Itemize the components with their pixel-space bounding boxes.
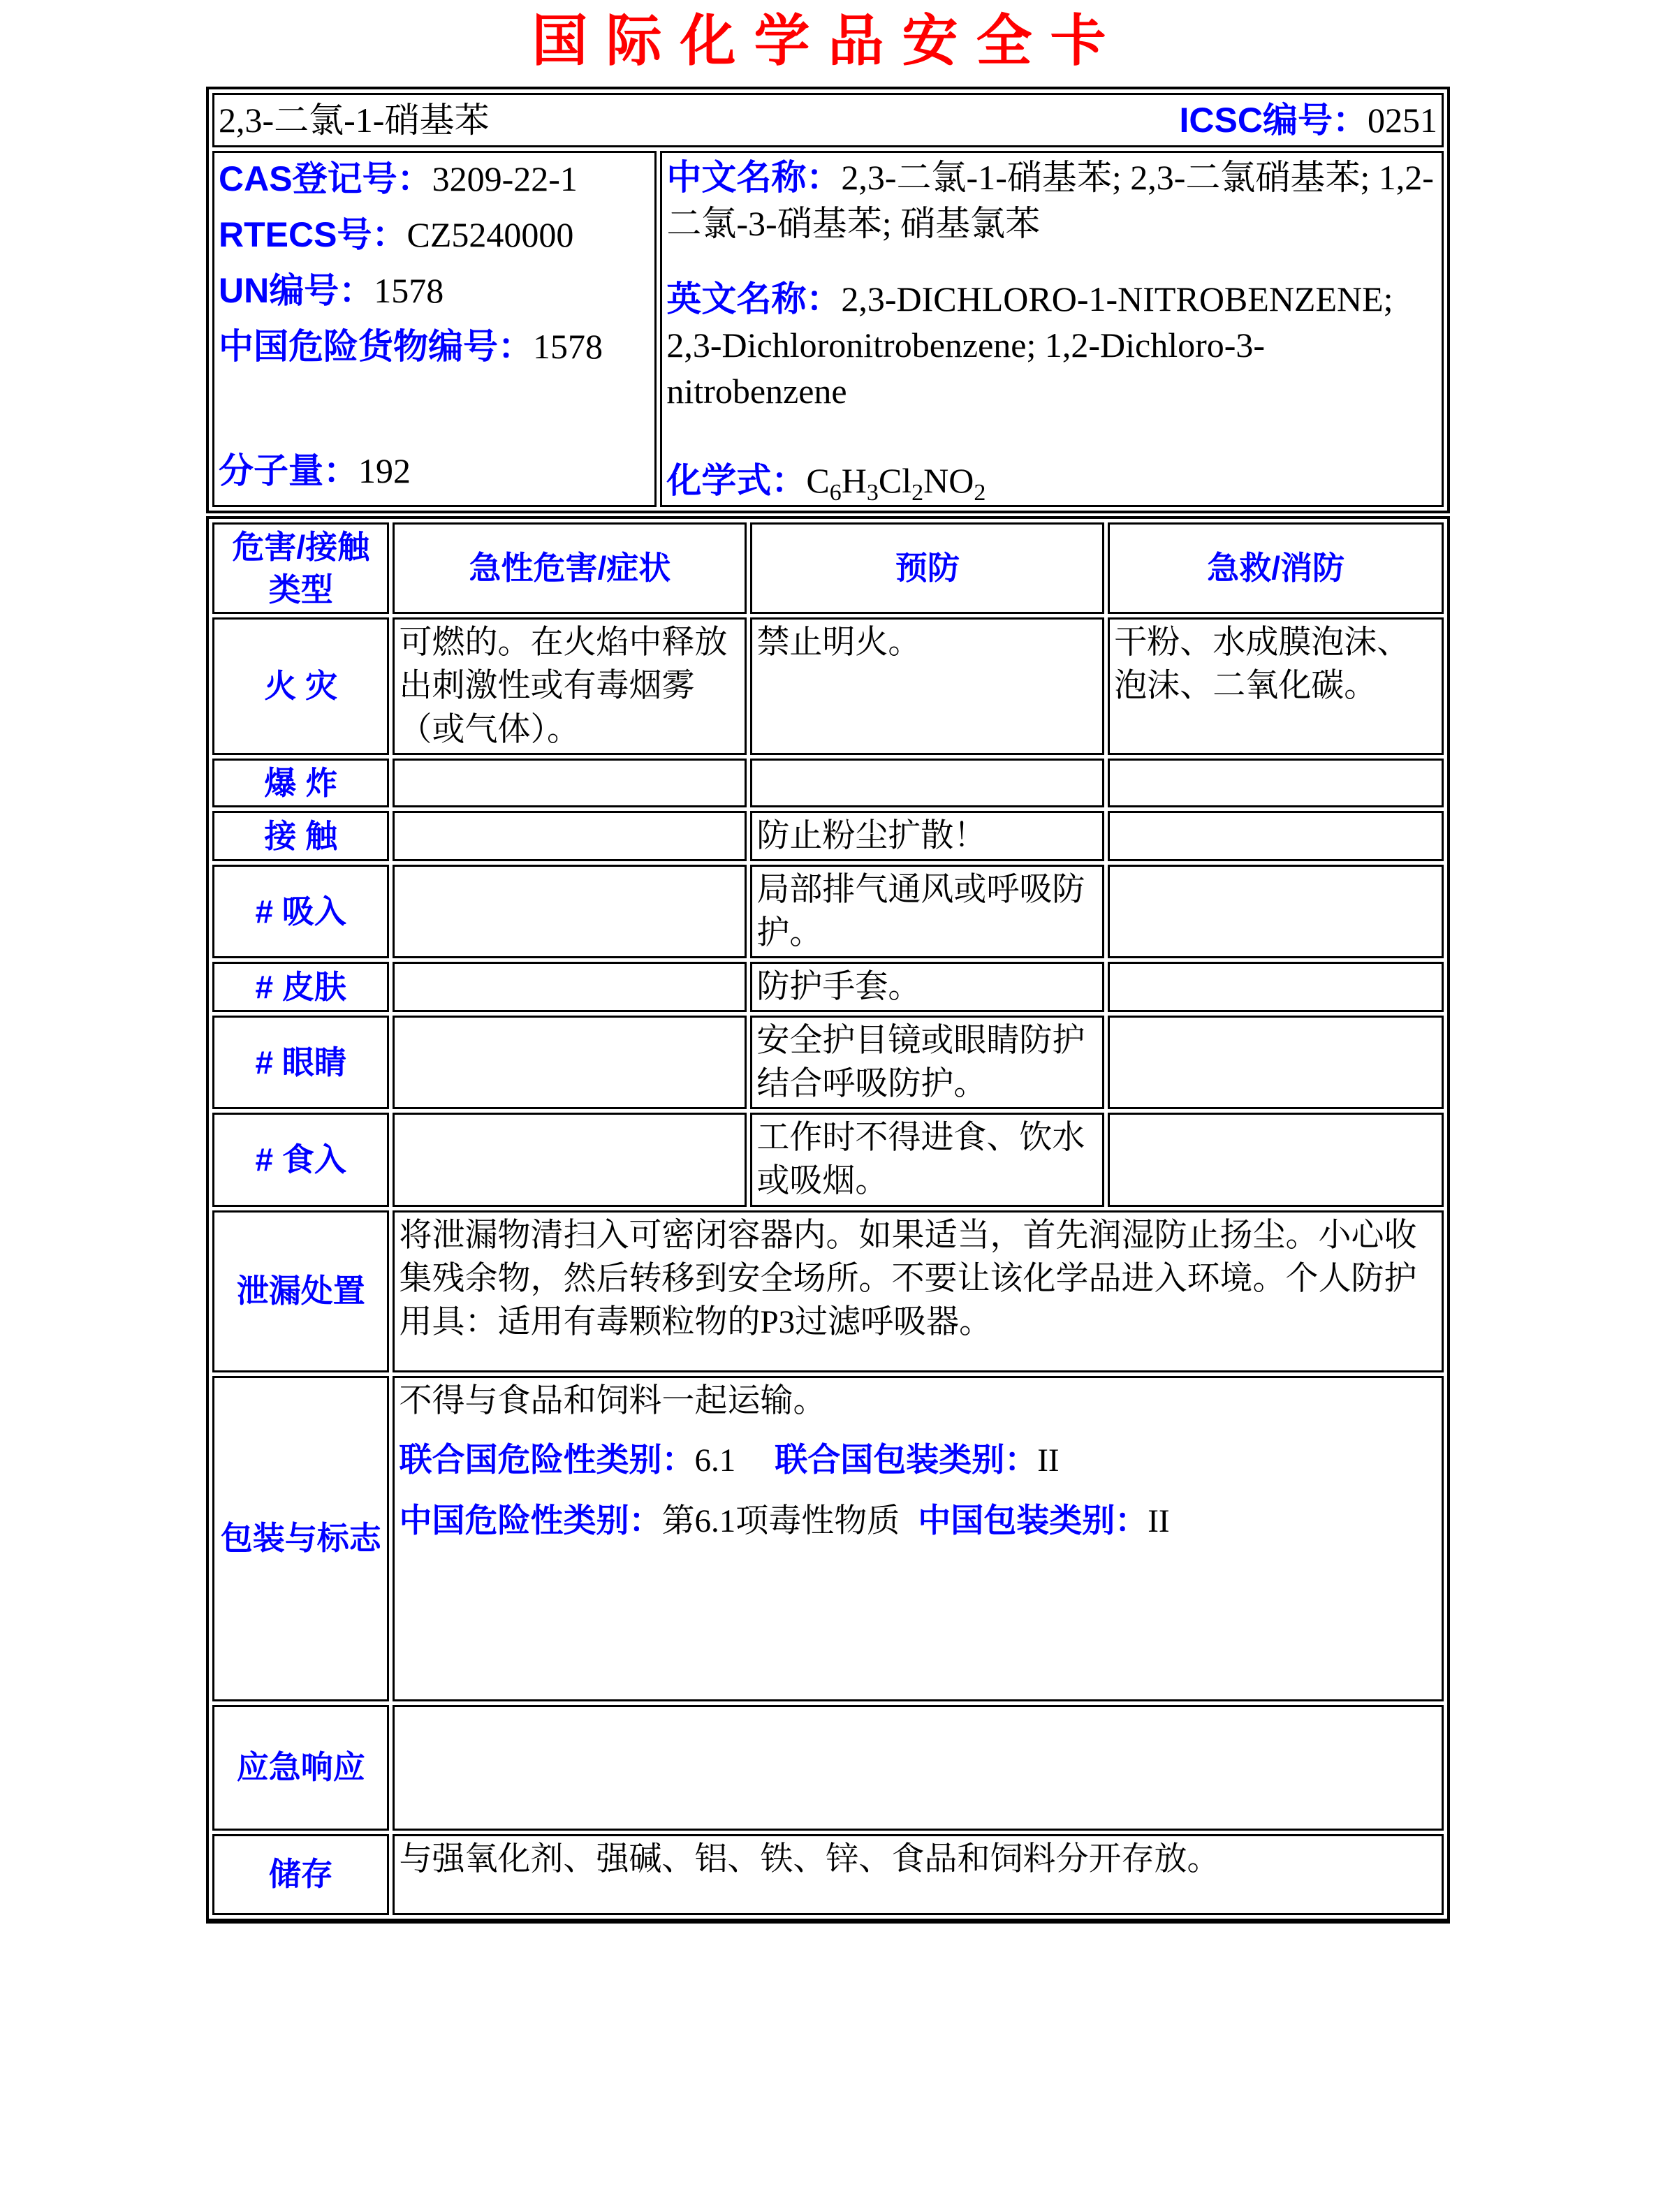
fire-response: 干粉、水成膜泡沫、泡沫、二氧化碳。	[1108, 617, 1444, 754]
row-label: 接 触	[212, 811, 389, 861]
spill-disposal-text: 将泄漏物清扫入可密闭容器内。如果适当，首先润湿防止扬尘。小心收集残余物，然后转移到安全场所。不要让该化学品进入环境。个人防护用具：适用有毒颗粒物的P3过滤呼吸器。	[393, 1210, 1444, 1372]
ingestion-prevention: 工作时不得进食、饮水或吸烟。	[750, 1113, 1104, 1206]
explosion-symptoms	[393, 759, 747, 808]
row-label: 火 灾	[212, 617, 389, 754]
packaging-labeling-cell	[393, 1376, 1444, 1701]
un-classification-line: 联合国危险性类别：6.1 联合国包装类别：II	[399, 1440, 1060, 1479]
inhalation-symptoms	[393, 865, 747, 958]
icsc-card-page	[206, 0, 1450, 1924]
header-prevention: 预防	[750, 522, 1104, 614]
chemical-name: 2,3-二氯-1-硝基苯	[219, 101, 490, 140]
row-label: # 食入	[212, 1113, 389, 1206]
row-label: # 吸入	[212, 865, 389, 958]
english-names: 英文名称：2,3-DICHLORO-1-NITROBENZENE; 2,3-Dichloronitrobenzene; 1,2-Dichloro-3-nitrobenzene	[666, 279, 1393, 411]
row-label: 储存	[212, 1834, 389, 1915]
hazard-row-packaging-labeling	[212, 1376, 1444, 1701]
chemical-formula-line: 化学式：$C_6H_3Cl_2NO_2$	[666, 461, 986, 506]
cn-classification-line: 中国危险性类别：第6.1项毒性物质 中国包装类别：II	[399, 1501, 1170, 1539]
chinese-names: 中文名称：2,3-二氯-1-硝基苯; 2,3-二氯硝基苯; 1,2-二氯-3-硝基苯; 硝基氯苯	[666, 158, 1434, 243]
row-label: # 眼睛	[212, 1016, 389, 1109]
eyes-symptoms	[393, 1016, 747, 1109]
skin-symptoms	[393, 962, 747, 1012]
chemical-formula: $C_6H_3Cl_2NO_2$	[806, 461, 986, 506]
hazard-row-emergency-response	[212, 1705, 1444, 1831]
eyes-response	[1108, 1016, 1444, 1109]
row-label: 包装与标志	[212, 1376, 389, 1701]
ingestion-response	[1108, 1113, 1444, 1206]
skin-response	[1108, 962, 1444, 1012]
hazard-table	[206, 516, 1450, 1924]
storage-text: 与强氧化剂、强碱、铝、铁、锌、食品和饲料分开存放。	[393, 1834, 1444, 1915]
icsc-number-value: 0251	[1368, 101, 1437, 140]
header-acute-symptoms: 急性危害/症状	[393, 522, 747, 614]
skin-prevention: 防护手套。	[750, 962, 1104, 1012]
hazard-row-contact	[212, 811, 1444, 861]
hazard-row-spill-disposal	[212, 1210, 1444, 1372]
hazard-row-skin	[212, 962, 1444, 1012]
inhalation-prevention: 局部排气通风或呼吸防护。	[750, 865, 1104, 958]
cas-number: CAS登记号：3209-22-1	[219, 159, 578, 198]
row-label: 爆 炸	[212, 759, 389, 808]
explosion-response	[1108, 759, 1444, 808]
hazard-row-inhalation	[212, 865, 1444, 958]
info-header-row	[212, 93, 1444, 147]
hazard-row-explosion	[212, 759, 1444, 808]
names-cell	[660, 151, 1444, 507]
explosion-prevention	[750, 759, 1104, 808]
hazard-header-row	[212, 522, 1444, 614]
icsc-number	[1180, 97, 1437, 143]
row-label: # 皮肤	[212, 962, 389, 1012]
inhalation-response	[1108, 865, 1444, 958]
molecular-weight: 分子量：192	[219, 451, 411, 490]
fire-symptoms: 可燃的。在火焰中释放出刺激性或有毒烟雾（或气体）。	[393, 617, 747, 754]
fire-prevention: 禁止明火。	[750, 617, 1104, 754]
hazard-row-fire	[212, 617, 1444, 754]
info-table	[206, 87, 1450, 513]
un-number: UN编号：1578	[219, 271, 444, 310]
contact-response	[1108, 811, 1444, 861]
cn-dangerous-goods-number: 中国危险货物编号：1578	[219, 327, 603, 366]
rtecs-number: RTECS号：CZ5240000	[219, 215, 574, 254]
icsc-number-label: ICSC编号：	[1179, 101, 1368, 140]
transport-note: 不得与食品和饲料一起运输。	[399, 1382, 826, 1419]
header-first-aid: 急救/消防	[1108, 522, 1444, 614]
hazard-row-eyes	[212, 1016, 1444, 1109]
ingestion-symptoms	[393, 1113, 747, 1206]
eyes-prevention: 安全护目镜或眼睛防护结合呼吸防护。	[750, 1016, 1104, 1109]
hazard-row-ingestion	[212, 1113, 1444, 1206]
row-label: 泄漏处置	[212, 1210, 389, 1372]
hazard-row-storage	[212, 1834, 1444, 1915]
emergency-response-text	[393, 1705, 1444, 1831]
contact-symptoms	[393, 811, 747, 861]
contact-prevention: 防止粉尘扩散！	[750, 811, 1104, 861]
row-label: 应急响应	[212, 1705, 389, 1831]
header-hazard-type: 危害/接触类型	[212, 522, 389, 614]
info-body-row	[212, 151, 1444, 507]
page-title: 国际化学品安全卡	[532, 8, 1124, 73]
identifiers-cell	[212, 151, 657, 507]
